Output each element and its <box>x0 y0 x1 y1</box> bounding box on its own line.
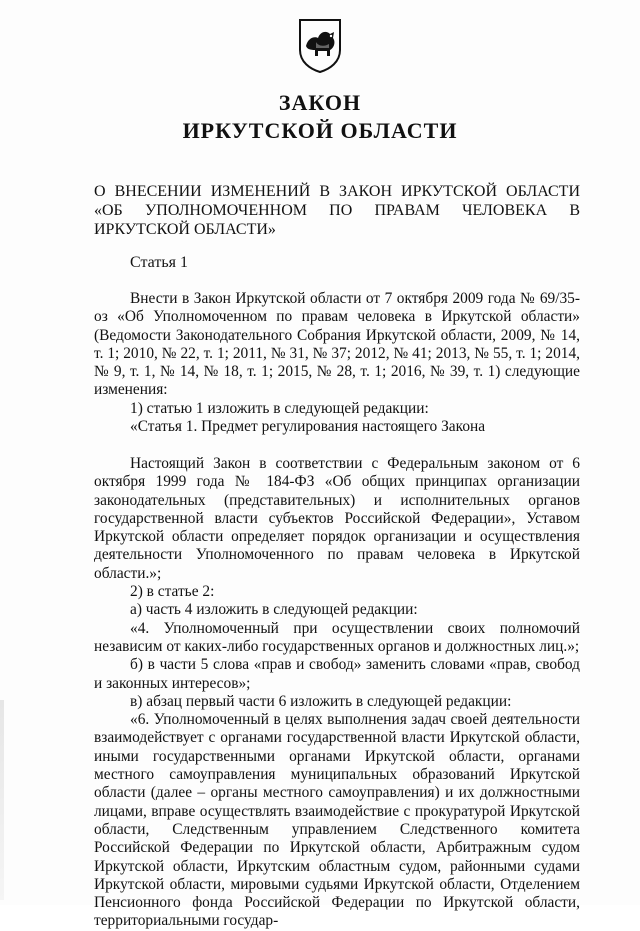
paragraph: Настоящий Закон в соответствии с Федеральным законом от 6 октября 1999 года № 184-ФЗ «Об общих принципах организации законодательных (представительных) и исполнительных органов государственной власти субъектов Российской Федерации», Уставом Иркутской области определяет порядок организации и осуществления деятельности Уполномоченного по правам человека в Иркутской области.»; <box>94 455 580 582</box>
paragraph: «6. Уполномоченный в целях выполнения задач своей деятельности взаимодействует с органами государственной власти Иркутской области, иными государственными органами Иркутской области, органами местного самоуправления муниципальных образований Иркутской области (далее – органы местного самоуправления) и их должностными лицами, вправе осуществлять взаимодействие с прокуратурой Иркутской области, Следственным управлением Следственного комитета Российской Федерации по Иркутской области, Арбитражным судом Иркутской области, Иркутским областным судом, районными судами Иркутской области, мировыми судьями Иркутской области, Отделением Пенсионного фонда Российской Федерации по Иркутской области, территориальными государ- <box>94 711 580 930</box>
region-title: ИРКУТСКОЙ ОБЛАСТИ <box>182 118 458 143</box>
document-type-title: ЗАКОН <box>278 90 362 115</box>
paragraph: 2) в статье 2: <box>130 583 215 601</box>
paragraph: «4. Уполномоченный при осуществлении своих полномочий независим от каких-либо государственных органов и должностных лиц.»; <box>94 619 580 655</box>
irkutsk-coat-of-arms-icon <box>296 16 344 74</box>
paragraph: а) часть 4 изложить в следующей редакции: <box>130 601 418 619</box>
law-name: О ВНЕСЕНИИ ИЗМЕНЕНИЙ В ЗАКОН ИРКУТСКОЙ ОБЛАСТИ «ОБ УПОЛНОМОЧЕННОМ ПО ПРАВАМ ЧЕЛОВЕКА В ИРКУТСКОЙ ОБЛАСТИ» <box>94 183 580 238</box>
text-block-top <box>94 290 580 436</box>
paragraph: «Статья 1. Предмет регулирования настоящего Закона <box>130 418 486 436</box>
scan-edge <box>0 700 4 900</box>
paragraph: 1) статью 1 изложить в следующей редакции: <box>130 399 429 417</box>
article-heading: Статья 1 <box>130 254 188 271</box>
paragraph: б) в части 5 слова «прав и свобод» заменить словами «прав, свобод и законных интересов»; <box>94 656 580 692</box>
paragraph: в) абзац первый части 6 изложить в следующей редакции: <box>130 692 512 710</box>
paragraph: Внести в Закон Иркутской области от 7 октября 2009 года № 69/35-оз «Об Уполномоченном по правам человека в Иркутской области» (Ведомости Законодательного Собрания Иркутской области, 2009, № 14, т. 1; 2010, № 22, т. 1; 2011, № 31, № 37; 2012, № 41; 2013, № 55, т. 1; 2014, № 9, т. 1, № 14, № 18, т. 1; 2015, № 28, т. 1; 2016, № 39, т. 1) следующие изменения: <box>94 290 580 399</box>
text-block-bottom <box>94 455 580 931</box>
